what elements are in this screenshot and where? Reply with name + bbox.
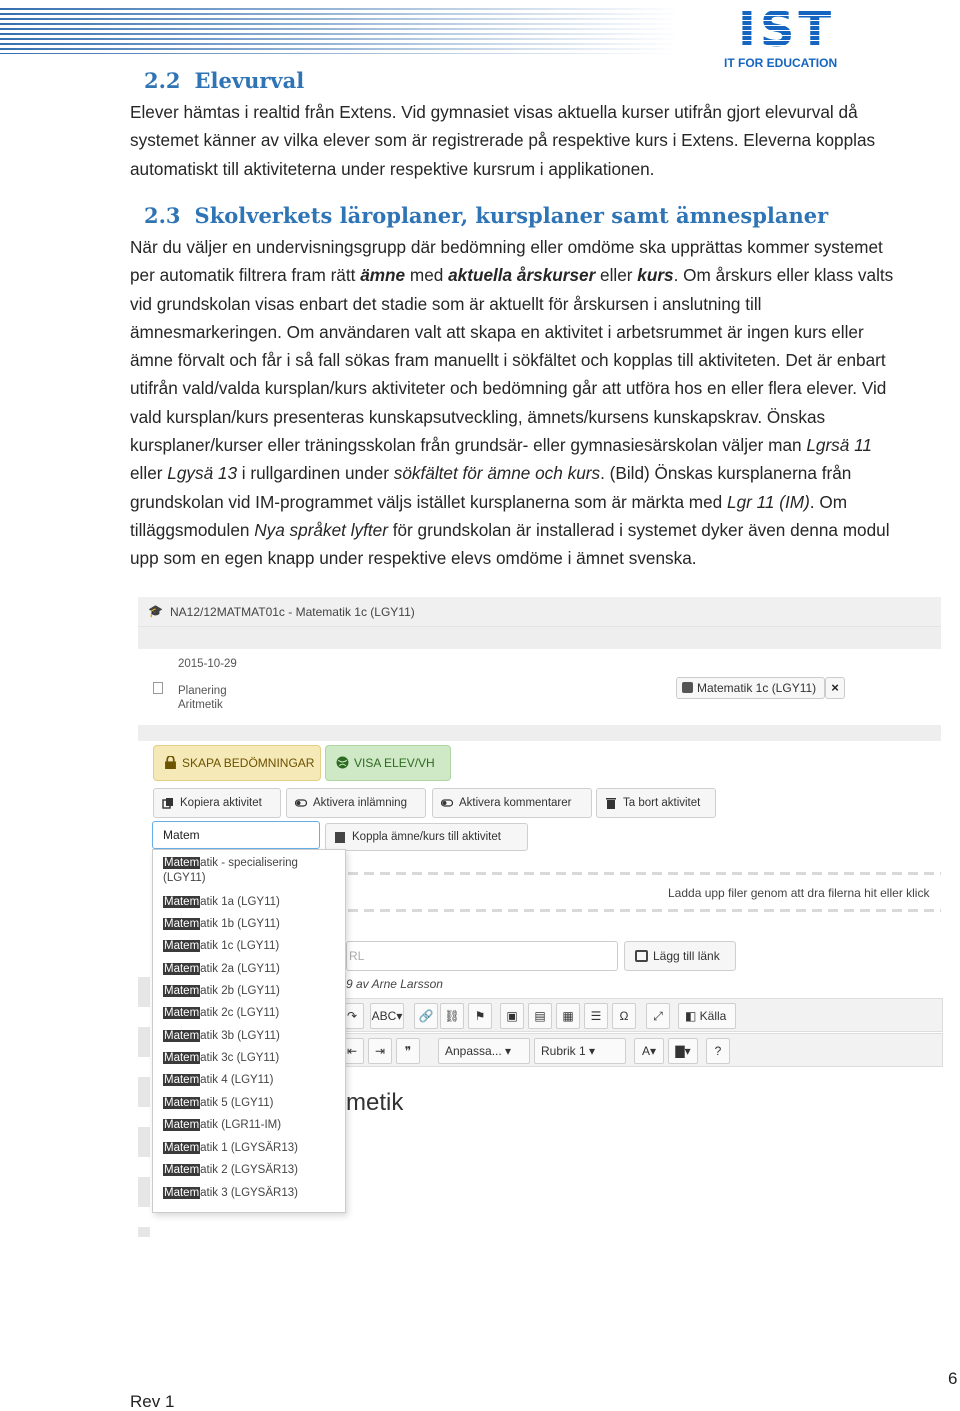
activate-comments-button[interactable] xyxy=(432,788,592,818)
table-icon[interactable]: ▦ xyxy=(556,1003,580,1029)
item-label: atik 1b (LGY11) xyxy=(200,918,280,930)
emphasis-course: kurs xyxy=(637,265,674,286)
paragraph-line: utifrån vald/valda kursplan/kurs aktiviteter och bedömning går att utföra hos en eller flera elever. Vid xyxy=(130,378,887,399)
emphasis-grades: aktuella årskurser xyxy=(448,265,596,286)
source-button[interactable] xyxy=(678,1003,736,1029)
button-label: Aktivera inlämning xyxy=(313,797,407,809)
paragraph-line xyxy=(130,488,960,516)
author-line: 9 av Arne Larsson xyxy=(346,977,443,991)
item-label: atik 3c (LGY11) xyxy=(200,1052,280,1064)
toggle-icon xyxy=(441,797,453,809)
chevron-down-icon: ▾ xyxy=(585,1044,596,1058)
page-number: 6 xyxy=(948,1369,958,1388)
text-run: eller xyxy=(595,265,638,286)
ist-logo xyxy=(722,2,842,70)
add-link-button[interactable] xyxy=(624,941,736,971)
link-icon[interactable]: 🔗 xyxy=(414,1003,438,1029)
remove-activity-button[interactable] xyxy=(596,788,716,818)
section-2-3-heading xyxy=(144,203,828,228)
text-run: för grundskolan är installerad i systemet dyker även denna modul xyxy=(387,519,890,540)
section-title: Elevurval xyxy=(194,68,305,93)
divider-band xyxy=(138,725,941,741)
paragraph-line xyxy=(130,261,960,289)
paragraph-line: systemet känner av vilka elever som är registrerade på respektive kurs i Extens. Eleverna kopplas xyxy=(130,130,876,151)
external-link-icon xyxy=(635,950,648,962)
paragraph-line: ämne förvalt och får i så fall sökas fram manuellt i sökfältet och kopplas till aktiviteten. Det är enbart xyxy=(130,350,886,371)
match-highlight: Matem xyxy=(164,1142,200,1154)
match-highlight: Matem xyxy=(164,1187,200,1199)
maximize-icon[interactable]: ⤢ xyxy=(646,1003,670,1029)
paragraph-line: automatiskt till aktiviteterna under respektive kursrum i applikationen. xyxy=(130,158,655,179)
emphasis-lgysa: Lgysä 13 xyxy=(167,463,238,484)
emphasis-lgr11-im: Lgr 11 (IM) xyxy=(727,491,810,512)
paragraph-line xyxy=(130,516,960,544)
section-number: 2.2 xyxy=(144,68,181,93)
blockquote-icon[interactable]: ❞ xyxy=(396,1038,420,1064)
section-2-2-heading xyxy=(144,68,304,93)
item-label: atik - specialisering xyxy=(200,857,298,869)
link-subject-button[interactable] xyxy=(325,823,528,851)
paragraph-line: vald kursplan/kurs presenteras kunskapsutveckling, ämnets/kursens kunskapskrav. Önskas xyxy=(130,406,826,427)
emphasis-module: Nya språket lyfter xyxy=(254,519,388,540)
list-item[interactable] xyxy=(163,917,280,932)
button-label: Koppla ämne/kurs till aktivitet xyxy=(352,831,501,843)
list-item[interactable] xyxy=(163,1006,279,1021)
globe-icon xyxy=(336,756,349,769)
section-2-3-body xyxy=(130,233,960,573)
heading-value: Rubrik 1 xyxy=(541,1044,586,1058)
button-label: Källa xyxy=(699,1009,727,1023)
app-screenshot-figure xyxy=(138,597,941,1237)
match-highlight: Matem xyxy=(164,985,200,997)
url-input[interactable]: RL xyxy=(346,941,618,971)
divider-band xyxy=(138,627,941,649)
breadcrumb[interactable]: NA12/12MATMAT01c - Matematik 1c (LGY11) xyxy=(170,605,415,619)
text-run: eller xyxy=(130,463,168,484)
text-color-icon[interactable]: A▾ xyxy=(634,1038,664,1064)
chevron-down-icon: ▾ xyxy=(501,1044,512,1058)
list-item[interactable] xyxy=(163,1118,281,1133)
document-icon xyxy=(153,682,163,694)
button-label: Aktivera kommentarer xyxy=(459,797,572,809)
logo-mark: IST xyxy=(738,2,836,58)
omega-icon[interactable]: Ω xyxy=(612,1003,636,1029)
emphasis-search-field: sökfältet för ämne och kurs xyxy=(393,463,601,484)
item-label: atik 1 (LGYSÄR13) xyxy=(200,1142,298,1154)
list-item[interactable] xyxy=(163,1186,298,1201)
horizontal-rule-icon[interactable]: ☰ xyxy=(584,1003,608,1029)
section-title: Skolverkets läroplaner, kursplaner samt ämnesplaner xyxy=(194,203,829,228)
button-label: SKAPA BEDÖMNINGAR xyxy=(182,756,315,770)
rich-text-editor[interactable] xyxy=(333,1071,943,1237)
emphasis-lgrsa: Lgrsä 11 xyxy=(806,435,872,456)
match-highlight: Matem xyxy=(164,896,200,908)
item-label: atik 2 (LGYSÄR13) xyxy=(200,1164,298,1176)
match-highlight: Matem xyxy=(164,918,200,930)
lock-icon xyxy=(164,756,177,769)
editor-toolbar-row-1 xyxy=(333,998,943,1032)
item-label: atik 4 (LGY11) xyxy=(200,1074,274,1086)
match-highlight: Matem xyxy=(164,1030,200,1042)
match-highlight: Matem xyxy=(164,1007,200,1019)
button-label: Kopiera aktivitet xyxy=(180,797,262,809)
drop-zone-border xyxy=(348,909,941,912)
text-run: . Om årskurs eller klass valts xyxy=(673,265,894,286)
list-item[interactable] xyxy=(163,984,280,999)
section-number: 2.3 xyxy=(144,203,181,228)
style-value: Anpassa... xyxy=(445,1044,502,1058)
list-item[interactable] xyxy=(163,856,298,886)
create-assessments-button[interactable] xyxy=(153,745,321,781)
list-item[interactable] xyxy=(163,962,280,977)
list-item[interactable] xyxy=(163,939,279,954)
upload-drop-hint[interactable]: Ladda upp filer genom att dra filerna hit eller klick xyxy=(668,886,930,900)
remove-course-button[interactable]: × xyxy=(825,677,845,699)
course-tag-label: Matematik 1c (LGY11) xyxy=(697,681,817,695)
book-icon xyxy=(335,832,345,843)
editor-toolbar-row-2 xyxy=(333,1033,943,1067)
flag-icon[interactable]: ⚑ xyxy=(468,1003,492,1029)
section-2-2-body xyxy=(130,98,960,183)
planning-label: Planering xyxy=(178,685,227,697)
emphasis-subject: ämne xyxy=(360,265,406,286)
text-run: . (Bild) Önskas kursplanerna från xyxy=(600,463,852,484)
button-label: Lägg till länk xyxy=(653,949,720,963)
item-label: atik 3b (LGY11) xyxy=(200,1030,280,1042)
text-run: med xyxy=(405,265,449,286)
item-label: atik 1a (LGY11) xyxy=(200,896,280,908)
match-highlight: Matem xyxy=(164,1074,200,1086)
list-item[interactable] xyxy=(163,1096,273,1111)
list-item[interactable] xyxy=(163,1163,298,1178)
show-student-button[interactable] xyxy=(325,745,451,781)
item-label: atik 5 (LGY11) xyxy=(200,1097,274,1109)
item-label: atik 2c (LGY11) xyxy=(200,1007,280,1019)
style-select[interactable] xyxy=(438,1038,530,1064)
trash-icon xyxy=(605,797,617,809)
subject-search-input[interactable]: Matem xyxy=(152,821,320,849)
copy-icon xyxy=(162,797,174,809)
planning-topic: Aritmetik xyxy=(178,699,223,711)
button-label: VISA ELEV/VH xyxy=(354,756,435,770)
copy-activity-button[interactable] xyxy=(153,788,281,818)
match-highlight: Matem xyxy=(164,857,200,869)
text-run: i rullgardinen under xyxy=(237,463,394,484)
side-decoration xyxy=(138,977,150,1237)
unlink-icon[interactable]: ⛓ xyxy=(440,1003,464,1029)
list-item[interactable] xyxy=(163,1073,273,1088)
autocomplete-dropdown xyxy=(152,849,346,1213)
button-label: Ta bort aktivitet xyxy=(623,797,701,809)
paragraph-line xyxy=(130,459,960,487)
revision-label: Rev 1 xyxy=(130,1392,175,1411)
course-tag[interactable] xyxy=(676,677,825,699)
paragraph-line: ämnesmarkeringen. Om användaren valt att skapa en aktivitet i arbetsrummet är ingen kurs eller xyxy=(130,321,864,342)
text-run: grundskolan vid IM-programmet väljs istället kursplanerna som är märkta med xyxy=(130,491,728,512)
item-label: atik 2a (LGY11) xyxy=(200,963,280,975)
paragraph-line xyxy=(130,431,960,459)
header-stripes-decoration xyxy=(0,8,680,54)
editor-content: metik xyxy=(346,1089,404,1116)
list-item[interactable] xyxy=(163,1051,279,1066)
activate-submission-button[interactable] xyxy=(286,788,426,818)
match-highlight: Matem xyxy=(164,963,200,975)
match-highlight: Matem xyxy=(164,940,200,952)
item-label: atik 3 (LGYSÄR13) xyxy=(200,1187,298,1199)
background-color-icon[interactable]: ▇▾ xyxy=(668,1038,698,1064)
outdent-icon[interactable]: ⇤ xyxy=(340,1038,364,1064)
heading-select[interactable] xyxy=(534,1038,626,1064)
book-icon xyxy=(682,682,693,693)
media-icon[interactable]: ▤ xyxy=(528,1003,552,1029)
logo-tagline: IT FOR EDUCATION xyxy=(724,56,838,70)
toggle-icon xyxy=(295,797,307,809)
match-highlight: Matem xyxy=(164,1119,200,1131)
text-run: . Om xyxy=(809,491,848,512)
list-item[interactable] xyxy=(163,895,280,910)
text-run: per automatik filtrera fram rätt xyxy=(130,265,361,286)
activity-date: 2015-10-29 xyxy=(178,658,237,670)
spellcheck-icon[interactable]: ABC▾ xyxy=(370,1003,404,1029)
drop-zone-border xyxy=(348,872,941,875)
paragraph-line: vid grundskolan visas enbart det stadie som är aktuellt för årskursen i anslutning till xyxy=(130,293,762,314)
item-label: atik (LGR11-IM) xyxy=(200,1119,282,1131)
match-highlight: Matem xyxy=(164,1164,200,1176)
paragraph-line: upp som en egen knapp under respektive elevs omdöme i ämnet svenska. xyxy=(130,548,697,569)
list-item[interactable] xyxy=(163,1141,298,1156)
undo-icon[interactable]: ↷ xyxy=(340,1003,364,1029)
match-highlight: Matem xyxy=(164,1097,200,1109)
image-icon[interactable]: ▣ xyxy=(500,1003,524,1029)
breadcrumb-bar xyxy=(138,597,941,627)
graduation-cap-icon: 🎓 xyxy=(148,604,163,618)
match-highlight: Matem xyxy=(164,1052,200,1064)
item-label: atik 2b (LGY11) xyxy=(200,985,280,997)
item-label: atik 1c (LGY11) xyxy=(200,940,280,952)
source-icon: ◧ xyxy=(685,1009,700,1023)
paragraph-line: När du väljer en undervisningsgrupp där bedömning eller omdöme ska upprättas kommer systemet xyxy=(130,237,883,257)
item-label: (LGY11) xyxy=(163,872,206,884)
help-icon[interactable]: ? xyxy=(706,1038,730,1064)
paragraph-line: Elever hämtas i realtid från Extens. Vid gymnasiet visas aktuella kurser utifrån gjort elevurval då xyxy=(130,102,858,122)
indent-icon[interactable]: ⇥ xyxy=(368,1038,392,1064)
text-run: kursplaner/kurser eller träningsskolan från grundsär- eller gymnasiesärskolan väljer man xyxy=(130,435,807,456)
text-run: tilläggsmodulen xyxy=(130,519,255,540)
list-item[interactable] xyxy=(163,1029,280,1044)
